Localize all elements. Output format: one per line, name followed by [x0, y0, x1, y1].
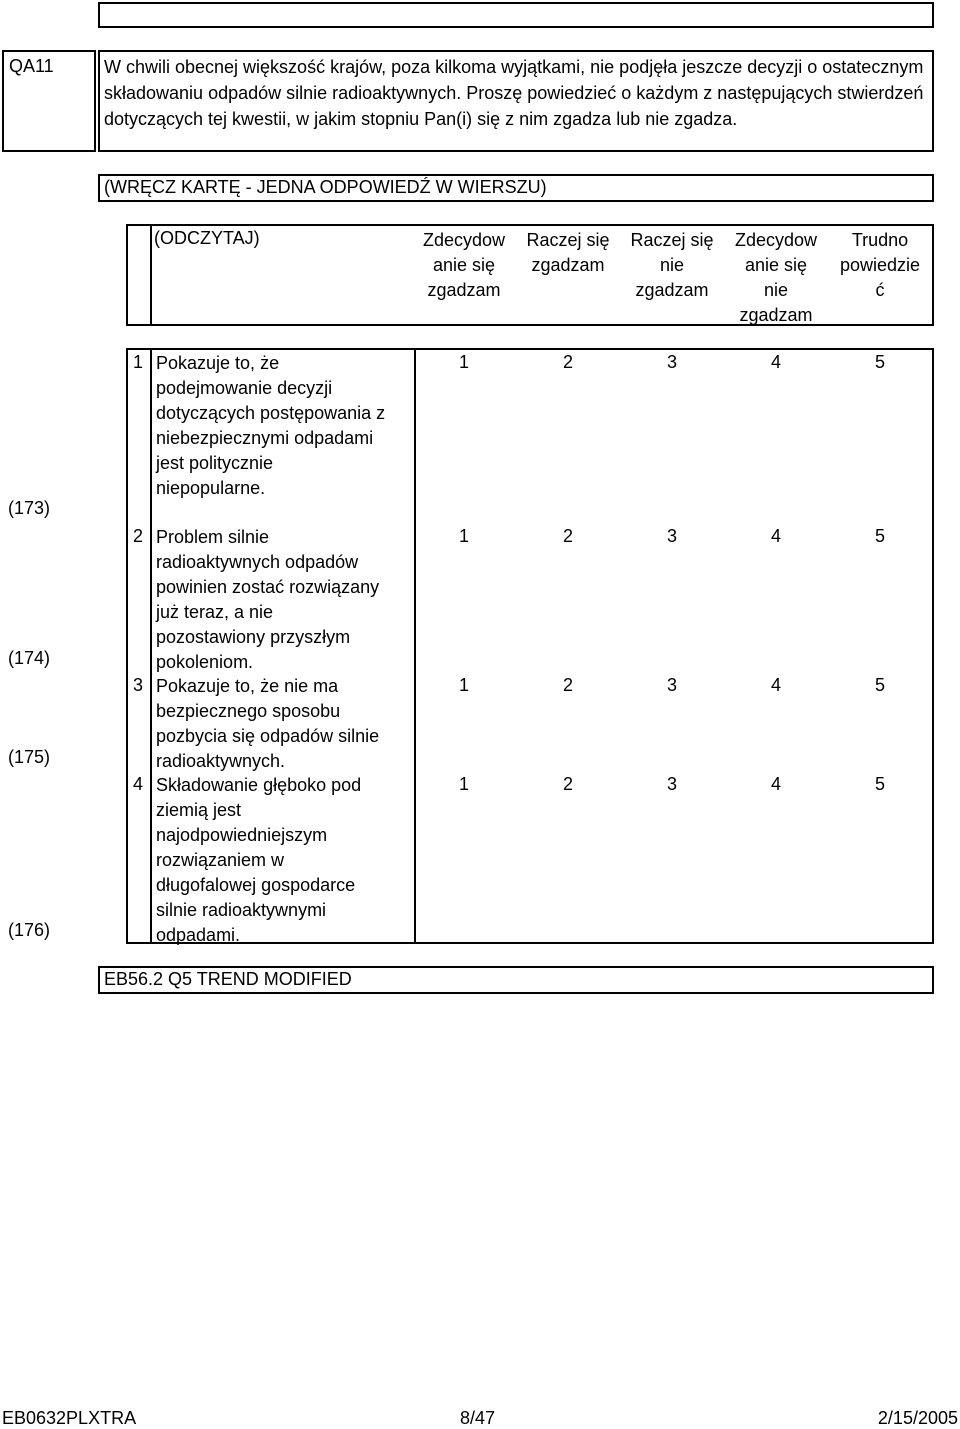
- scale-option[interactable]: 5: [874, 675, 885, 695]
- scale-option[interactable]: 2: [562, 352, 573, 372]
- item-number: 4: [132, 774, 143, 794]
- item-scale: [412, 774, 932, 795]
- question-text: W chwili obecnej większość krajów, poza kilkoma wyjątkami, nie podjęła jeszcze decyzji o ostatecznym składowaniu odpadów silnie radioaktywnych. Proszę powiedzieć o każdym z następujących stwierdzeń dotyczących tej kwestii, w jakim stopniu Pan(i) się z nim zgadza lub nie zgadza.: [104, 57, 924, 129]
- item-scale: [412, 675, 932, 696]
- header-divider: [150, 224, 152, 326]
- item-statement: Składowanie głęboko pod ziemią jest najodpowiedniejszym rozwiązaniem w długofalowej gospodarce silnie radioaktywnymi odpadami.: [156, 775, 362, 945]
- scale-option[interactable]: 1: [458, 352, 469, 372]
- scale-option[interactable]: 3: [666, 526, 677, 546]
- item-statement: Pokazuje to, że podejmowanie decyzji dotyczących postępowania z niebezpiecznymi odpadami jest politycznie niepopularne.: [156, 353, 386, 498]
- item-code: (174): [8, 648, 51, 668]
- header-col-strongly-disagree: Zdecydow anie się nie zgadzam: [734, 230, 818, 325]
- scale-option[interactable]: 1: [458, 774, 469, 794]
- item-number: 3: [132, 675, 143, 695]
- scale-option[interactable]: 5: [874, 526, 885, 546]
- scale-option[interactable]: 4: [770, 675, 781, 695]
- item-statement: Pokazuje to, że nie ma bezpiecznego sposobu pozbycia się odpadów silnie radioaktywnych.: [156, 676, 380, 771]
- scale-option[interactable]: 1: [458, 675, 469, 695]
- scale-option[interactable]: 3: [666, 774, 677, 794]
- item-code: (176): [8, 920, 51, 940]
- item-scale: [412, 352, 932, 373]
- item-statement: Problem silnie radioaktywnych odpadów powinien zostać rozwiązany już teraz, a nie pozostawiony przyszłym pokoleniom.: [156, 527, 380, 672]
- item-code: (173): [8, 498, 51, 518]
- header-col-dont-know: Trudno powiedzie ć: [839, 230, 921, 300]
- items-divider-number: [150, 348, 152, 944]
- footer-doc-id: EB0632PLXTRA: [2, 1408, 137, 1428]
- scale-option[interactable]: 2: [562, 774, 573, 794]
- item-scale: [412, 526, 932, 547]
- scale-option[interactable]: 2: [562, 526, 573, 546]
- scale-option[interactable]: 4: [770, 352, 781, 372]
- top-empty-box: [98, 2, 934, 28]
- scale-option[interactable]: 5: [874, 352, 885, 372]
- scale-option[interactable]: 3: [666, 675, 677, 695]
- item-code: (175): [8, 747, 51, 767]
- scale-option[interactable]: 3: [666, 352, 677, 372]
- trend-note: EB56.2 Q5 TREND MODIFIED: [104, 969, 352, 989]
- scale-option[interactable]: 5: [874, 774, 885, 794]
- scale-option[interactable]: 4: [770, 774, 781, 794]
- footer-date: 2/15/2005: [877, 1408, 958, 1428]
- read-label: (ODCZYTAJ): [154, 228, 260, 248]
- header-col-tend-agree: Raczej się zgadzam: [526, 230, 610, 275]
- question-code: QA11: [9, 56, 54, 76]
- scale-option[interactable]: 4: [770, 526, 781, 546]
- scale-option[interactable]: 2: [562, 675, 573, 695]
- scale-option[interactable]: 1: [458, 526, 469, 546]
- header-col-strongly-agree: Zdecydow anie się zgadzam: [422, 230, 506, 300]
- items-divider-text: [414, 348, 416, 944]
- item-number: 1: [132, 352, 143, 372]
- footer-page-number: 8/47: [460, 1408, 496, 1428]
- item-number: 2: [132, 526, 143, 546]
- instruction-text: (WRĘCZ KARTĘ - JEDNA ODPOWIEDŹ W WIERSZU): [104, 177, 547, 197]
- header-col-tend-disagree: Raczej się nie zgadzam: [630, 230, 714, 300]
